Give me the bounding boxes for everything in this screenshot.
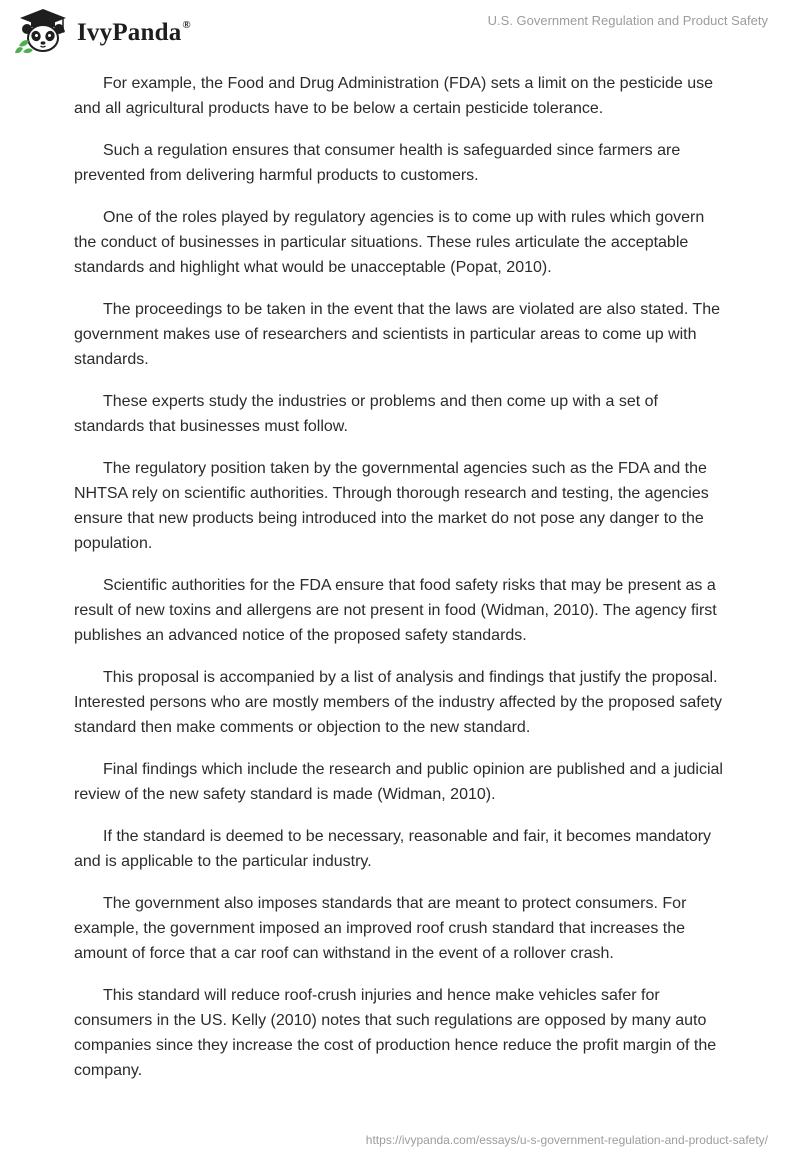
ivypanda-logo[interactable]	[14, 8, 191, 54]
paragraph: Scientific authorities for the FDA ensure that food safety risks that may be present as a result of new toxins and allergens are not present in food (Widman, 2010). The agency first publishes an advanced notice of the proposed safety standards.	[74, 577, 717, 644]
source-url[interactable]: https://ivypanda.com/essays/u-s-government-regulation-and-product-safety/	[365, 1133, 768, 1147]
paragraph: The regulatory position taken by the governmental agencies such as the FDA and the NHTSA rely on scientific authorities. Through thorough research and testing, the agencies ensure that new products being introduced into the market do not pose any danger to the population.	[74, 460, 709, 552]
paragraph: For example, the Food and Drug Administration (FDA) sets a limit on the pesticide use and all agricultural products have to be below a certain pesticide tolerance.	[74, 75, 714, 117]
paragraph: This proposal is accompanied by a list of analysis and findings that justify the proposal. Interested persons who are mostly members of the industry affected by the proposed safety standard then make comments or objection to the new standard.	[74, 669, 723, 736]
paragraph: The proceedings to be taken in the event that the laws are violated are also stated. The government makes use of researchers and scientists in particular areas to come up with standards.	[74, 301, 720, 368]
paragraph: The government also imposes standards that are meant to protect consumers. For example, the government imposed an improved roof crush standard that increases the amount of force that a car roof can withstand in the event of a rollover crash.	[74, 895, 687, 962]
paragraph: If the standard is deemed to be necessary, reasonable and fair, it becomes mandatory and is applicable to the particular industry.	[74, 828, 712, 870]
document-title: U.S. Government Regulation and Product Safety	[487, 13, 768, 28]
paragraph: This standard will reduce roof-crush injuries and hence make vehicles safer for consumers in the US. Kelly (2010) notes that such regulations are opposed by many auto companies since they increase the cost of production hence reduce the profit margin of the company.	[74, 987, 717, 1079]
panda-graduation-cap-icon	[14, 8, 72, 54]
paragraph: These experts study the industries or problems and then come up with a set of standards that businesses must follow.	[74, 393, 658, 435]
paragraph: Such a regulation ensures that consumer health is safeguarded since farmers are prevented from delivering harmful products to customers.	[74, 142, 681, 184]
essay-body	[74, 71, 730, 1100]
page-header	[0, 0, 800, 70]
registered-mark: ®	[182, 19, 191, 31]
paragraph: One of the roles played by regulatory agencies is to come up with rules which govern the conduct of businesses in particular situations. These rules articulate the acceptable standards and highlight what would be unacceptable (Popat, 2010).	[74, 209, 705, 276]
paragraph: Final findings which include the research and public opinion are published and a judicial review of the new safety standard is made (Widman, 2010).	[74, 761, 723, 803]
brand-name: IvyPanda®	[77, 19, 191, 46]
